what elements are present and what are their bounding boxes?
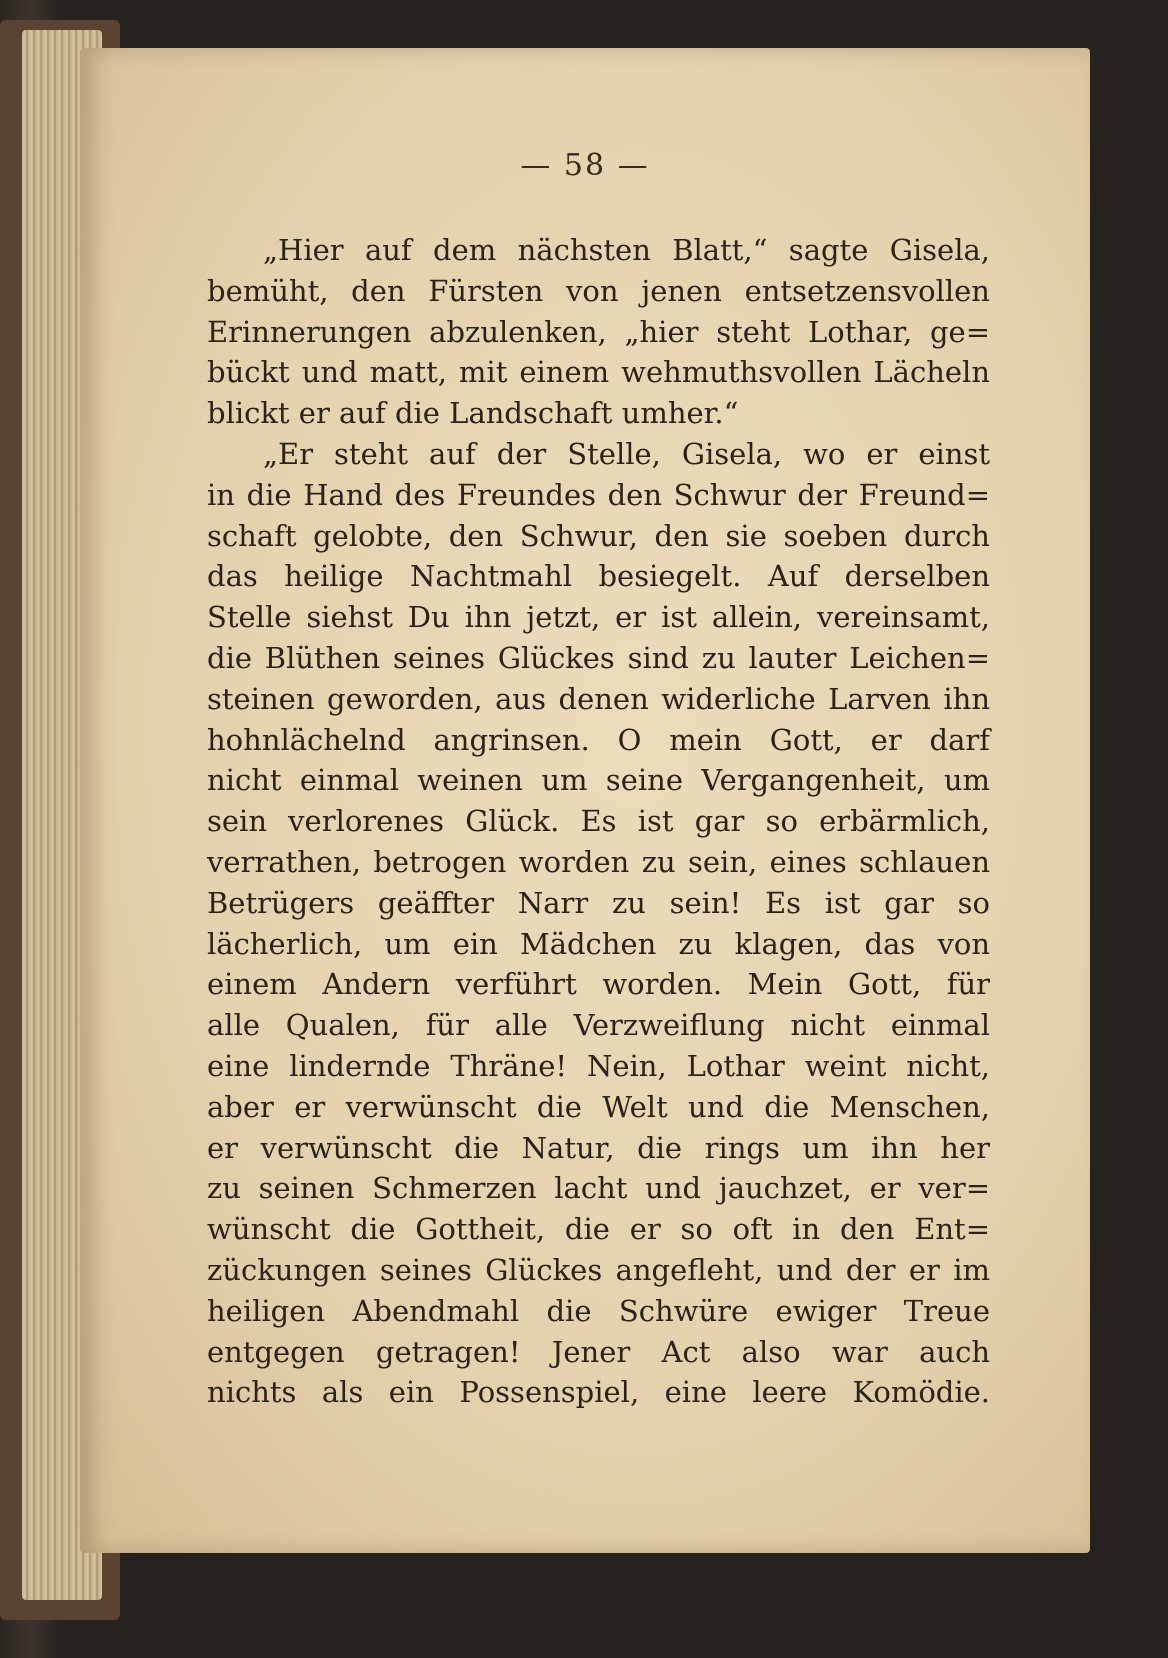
page-number: — 58 — xyxy=(520,148,650,183)
text-line: bückt und matt, mit einem wehmuthsvollen Lächeln xyxy=(207,355,990,390)
text-line: einem Andern verführt worden. Mein Gott, für xyxy=(207,967,990,1002)
text-line: Erinnerungen abzulenken, „hier steht Lothar, ge= xyxy=(207,314,990,349)
text-line: die Blüthen seines Glückes sind zu lauter Leichen= xyxy=(207,640,990,675)
text-line: alle Qualen, für alle Verzweiflung nicht einmal xyxy=(207,1008,990,1043)
text-line: aber er verwünscht die Welt und die Menschen, xyxy=(207,1089,990,1124)
text-line: zu seinen Schmerzen lacht und jauchzet, er ver= xyxy=(207,1171,990,1206)
text-line: Stelle siehst Du ihn jetzt, er ist allein, vereinsamt, xyxy=(207,600,990,635)
text-line: schaft gelobte, den Schwur, den sie soeben durch xyxy=(207,518,990,553)
text-line: in die Hand des Freundes den Schwur der Freund= xyxy=(207,477,990,512)
text-line: nichts als ein Possenspiel, eine leere Komödie. xyxy=(207,1375,990,1410)
text-line: sein verlorenes Glück. Es ist gar so erbärmlich, xyxy=(207,804,990,839)
text-line: das heilige Nachtmahl besiegelt. Auf derselben xyxy=(207,559,990,594)
body-text xyxy=(207,230,990,1413)
text-line: er verwünscht die Natur, die rings um ihn her xyxy=(207,1130,990,1165)
text-line: bemüht, den Fürsten von jenen entsetzensvollen xyxy=(207,273,990,308)
text-line: hohnlächelnd angrinsen. O mein Gott, er darf xyxy=(207,722,990,757)
text-line: zückungen seines Glückes angefleht, und der er im xyxy=(207,1252,990,1287)
text-line: eine lindernde Thräne! Nein, Lothar weint nicht, xyxy=(207,1048,990,1083)
text-line: „Hier auf dem nächsten Blatt,“ sagte Gisela, xyxy=(263,233,990,267)
text-line: steinen geworden, aus denen widerliche Larven ihn xyxy=(207,681,990,716)
text-line: entgegen getragen! Jener Act also war auch xyxy=(207,1334,990,1369)
text-line: heiligen Abendmahl die Schwüre ewiger Treue xyxy=(207,1293,990,1328)
book-page xyxy=(80,48,1090,1553)
text-line: blickt er auf die Landschaft umher.“ xyxy=(207,396,739,431)
text-line: verrathen, betrogen worden zu sein, eines schlauen xyxy=(207,844,990,879)
text-line: lächerlich, um ein Mädchen zu klagen, das von xyxy=(207,926,990,961)
text-line: wünscht die Gottheit, die er so oft in den Ent= xyxy=(207,1212,990,1247)
text-line: „Er steht auf der Stelle, Gisela, wo er einst xyxy=(263,436,990,471)
text-line: nicht einmal weinen um seine Vergangenheit, um xyxy=(207,763,990,798)
text-line: Betrügers geäffter Narr zu sein! Es ist gar so xyxy=(207,885,990,920)
